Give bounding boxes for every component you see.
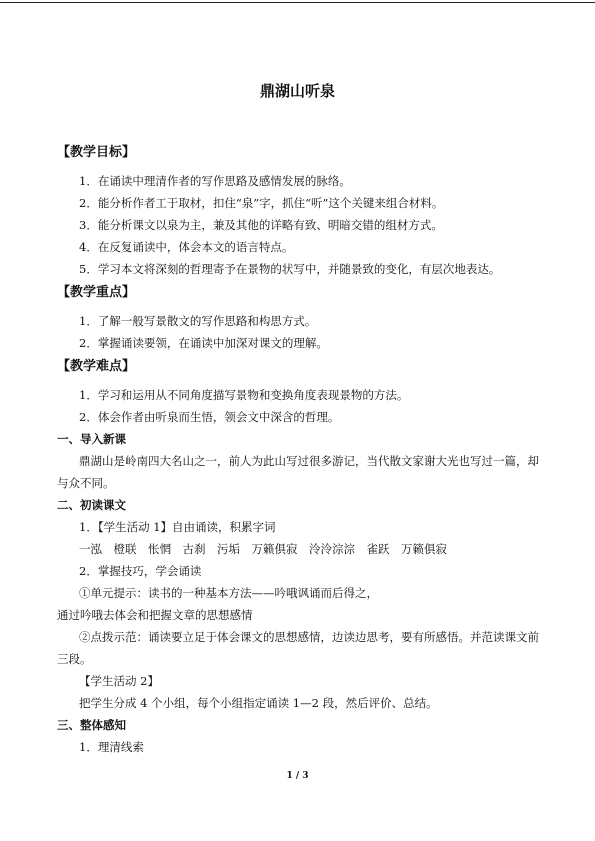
list-item: 2．能分析作者工于取材，扣住“泉”字，抓住“听”这个关键来组合材料。	[79, 196, 444, 210]
vocabulary-list: 一泓 橙联 怅惘 古刹 污垢 万籁俱寂 泠泠淙淙 雀跃 万籁俱寂	[79, 542, 447, 556]
key-points-heading: 【教学重点】	[57, 285, 136, 300]
difficulties-heading: 【教学难点】	[57, 359, 136, 374]
unit-tip: ①单元提示：读书的一种基本方法——吟哦讽诵而后得之，	[79, 586, 378, 600]
unit-tip-continued: 通过吟哦去体会和把握文章的思想感情	[57, 608, 253, 622]
goals-heading: 【教学目标】	[57, 145, 136, 160]
group-instruction: 把学生分成 4 个小组，每个小组指定诵读 1—2 段，然后评价、总结。	[79, 696, 438, 710]
activity-1: 1．【学生活动 1】自由诵读，积累字词	[79, 520, 276, 534]
list-item: 2．体会作者由听泉而生悟，领会文中深含的哲理。	[79, 410, 340, 424]
intro-paragraph: 鼎湖山是岭南四大名山之一，前人为此山写过很多游记，当代散文家谢大光也写过一篇，却与众不同。	[57, 454, 539, 490]
step-2: 2．掌握技巧，学会诵读	[79, 564, 202, 578]
list-item: 1．学习和运用从不同角度描写景物和变换角度表现景物的方法。	[79, 388, 409, 402]
section-heading-overview: 三、整体感知	[57, 718, 126, 732]
key-points-list	[57, 310, 539, 354]
section-heading-intro: 一、导入新课	[57, 432, 126, 446]
top-rule	[0, 2, 595, 3]
difficulties-list	[57, 384, 539, 428]
list-item: 4．在反复诵读中，体会本文的语言特点。	[79, 240, 294, 254]
demo-tip: ②点拨示范：诵读要立足于体会课文的思想感情，边读边思考，要有所感悟。并范读课文前三段。	[57, 630, 539, 666]
goals-list	[57, 170, 539, 280]
list-item: 5．学习本文将深刻的哲理寄予在景物的状写中，并随景致的变化，有层次地表达。	[79, 262, 501, 276]
overview-item-1: 1．理清线索	[79, 740, 144, 754]
list-item: 1．在诵读中理清作者的写作思路及感情发展的脉络。	[79, 174, 351, 188]
page-number: 1 / 3	[286, 771, 309, 781]
page-title: 鼎湖山听泉	[259, 82, 335, 100]
list-item: 3．能分析课文以泉为主，兼及其他的详略有致、明暗交错的组材方式。	[79, 218, 443, 232]
activity-2: 【学生活动 2】	[79, 674, 159, 688]
document-body	[57, 140, 539, 758]
section-heading-first-reading: 二、初读课文	[57, 498, 126, 512]
list-item: 2．掌握诵读要领，在诵读中加深对课文的理解。	[79, 336, 328, 350]
list-item: 1．了解一般写景散文的写作思路和构思方式。	[79, 314, 317, 328]
